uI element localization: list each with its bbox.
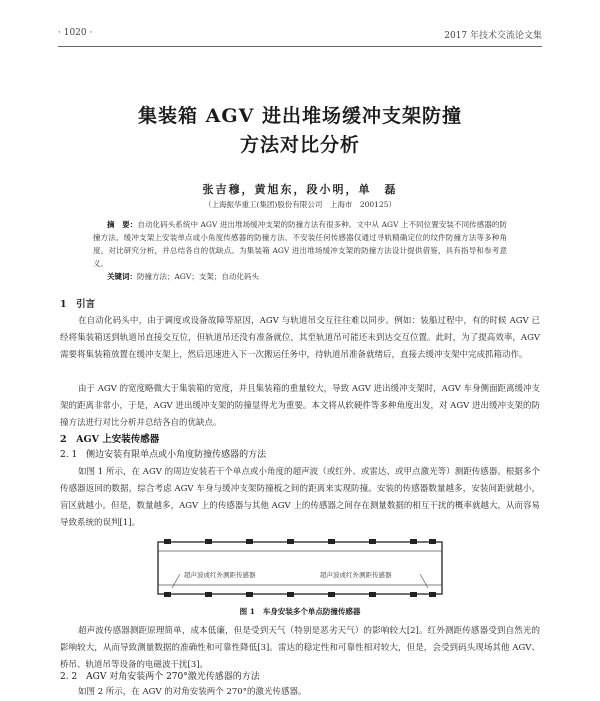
- section-1-paragraph-1: 在自动化码头中，由于调度或设备故障等原因，AGV 与轨道吊交互往往难以同步。例如：装船过程中，有的时候 AGV 已经将集装箱送到轨道吊直接交互位，但轨道吊还没有准备就位，其至轨道吊可能还未到达交互位置。此时，为了提高效率，AGV 需要将集装箱放置在缓冲支架上，然后迅速进入下一次搬运任务中，待轨道吊准备就绪后，直接去缓冲支架中完成抓箱动作。: [60, 316, 540, 360]
- sensor-marker: [287, 539, 294, 544]
- section-2-1-paragraph-2: 超声波传感器测距原理简单，成本低廉，但是受到天气（特别是恶劣天气）的影响较大[2]。红外测距传感器受到自然光的影响较大，从而导致测量数据的准确性和可靠性降低[3]。雷达的稳定性和可靠性相对较大，但是，会受到码头现场其他 AGV、桥吊、轨道吊等设备的电磁波干扰[3]。: [60, 626, 540, 670]
- abstract-label: 摘 要：: [107, 220, 138, 229]
- keywords-text: 防撞方法；AGV；支架；自动化码头: [137, 272, 259, 281]
- sensor-markers: [164, 539, 436, 597]
- leader-line-left: [172, 574, 180, 588]
- sensor-marker: [328, 592, 335, 597]
- sensor-marker: [410, 592, 417, 597]
- page-number: · 1020 ·: [58, 28, 93, 38]
- sensor-marker: [369, 592, 376, 597]
- running-header: [58, 28, 542, 44]
- sensor-marker: [328, 539, 335, 544]
- section-1-paragraph-2: 由于 AGV 的宽度略微大于集装箱的宽度，并且集装箱的重量较大，导致 AGV 进出缓冲支架时，AGV 车身侧面距离缓冲支架的距离非常小，于是，AGV 进出缓冲支架的防撞显得尤为重要。本文将从软硬件等多种角度出发，对 AGV 进出缓冲支架的防撞方法进行对比分析并总结各自的优缺点。: [60, 384, 540, 428]
- leader-line-right: [420, 574, 428, 588]
- figure-1-number: 图 1: [239, 607, 255, 616]
- sensor-marker: [287, 592, 294, 597]
- abstract-text: 自动化码头系统中 AGV 进出堆场缓冲支架的防撞方法有很多种。文中从 AGV 上不同位置安装不同传感器的防撞方法、缓冲支架上安装单点或小角度传感器的防撞方法、不安装任何传感器仅通过寻轨精确定位的纹件防撞方法等多种角度，对比研究分析，并总结各自的优缺点。为集装箱 AGV 进出堆场缓冲支架的防撞方法设计提供借鉴，具有指导和参考意义。: [93, 220, 508, 268]
- header-rule: [58, 46, 542, 47]
- paper-title-line-2: 方法对比分析: [239, 134, 360, 156]
- sensor-marker: [205, 539, 212, 544]
- section-2-heading: 2 AGV 上安装传感器: [60, 434, 160, 445]
- affiliation: （上海振华重工(集团)股份有限公司 上海市 200125）: [204, 200, 396, 209]
- abstract: [93, 218, 507, 270]
- sensor-marker: [246, 539, 253, 544]
- figure-1-caption: [0, 606, 600, 617]
- agv-diagram: [150, 530, 450, 605]
- keywords-label: 关键词：: [107, 272, 137, 281]
- section-2-2-paragraph-1: 如图 2 所示，在 AGV 的对角安装两个 270°的激光传感器。: [78, 687, 307, 697]
- sensor-marker: [369, 539, 376, 544]
- section-2-1-paragraph-1: 如图 1 所示，在 AGV 的周边安装若干个单点或小角度的超声波（或红外、或雷达、或甲点激光等）测距传感器。根据多个传感器返回的数据，综合考虑 AGV 车身与缓冲支架防撞板之间的距离来实现防撞。安装的传感器数量越多，安装间距就越小，盲区就越小。但是，数量越多，AGV 上的传感器与其他 AGV 上的传感器之间存在测量数据的相互干扰的概率就越大，从而容易导致系统的误判[1]。: [60, 467, 540, 528]
- figure-1: [150, 530, 450, 605]
- section-2-2-heading: 2. 2 AGV 对角安装两个 270°激光传感器的方法: [60, 672, 260, 682]
- sensor-marker: [246, 592, 253, 597]
- journal-title: 2017 年技术交流论文集: [444, 31, 542, 41]
- author-list: 张吉穆，黄旭东，段小明，单 磊: [202, 183, 398, 196]
- sensor-label-right: 超声波或红外测距传感器: [320, 571, 392, 579]
- sensor-marker: [164, 539, 171, 544]
- keywords: [93, 271, 507, 282]
- sensor-marker: [164, 592, 171, 597]
- sensor-marker: [205, 592, 212, 597]
- sensor-marker: [429, 592, 436, 597]
- paper-title-line-1: 集装箱 AGV 进出堆场缓冲支架防撞: [138, 105, 462, 127]
- sensor-marker: [429, 539, 436, 544]
- section-1-heading: 1 引言: [60, 299, 96, 310]
- agv-body-outline: [158, 542, 442, 594]
- figure-1-caption-text: 车身安装多个单点防撞传感器: [262, 607, 361, 616]
- sensor-label-left: 超声波或红外测距传感器: [184, 571, 256, 579]
- section-2-1-heading: 2. 1 侧边安装有限单点或小角度防撞传感器的方法: [60, 450, 267, 460]
- sensor-marker: [410, 539, 417, 544]
